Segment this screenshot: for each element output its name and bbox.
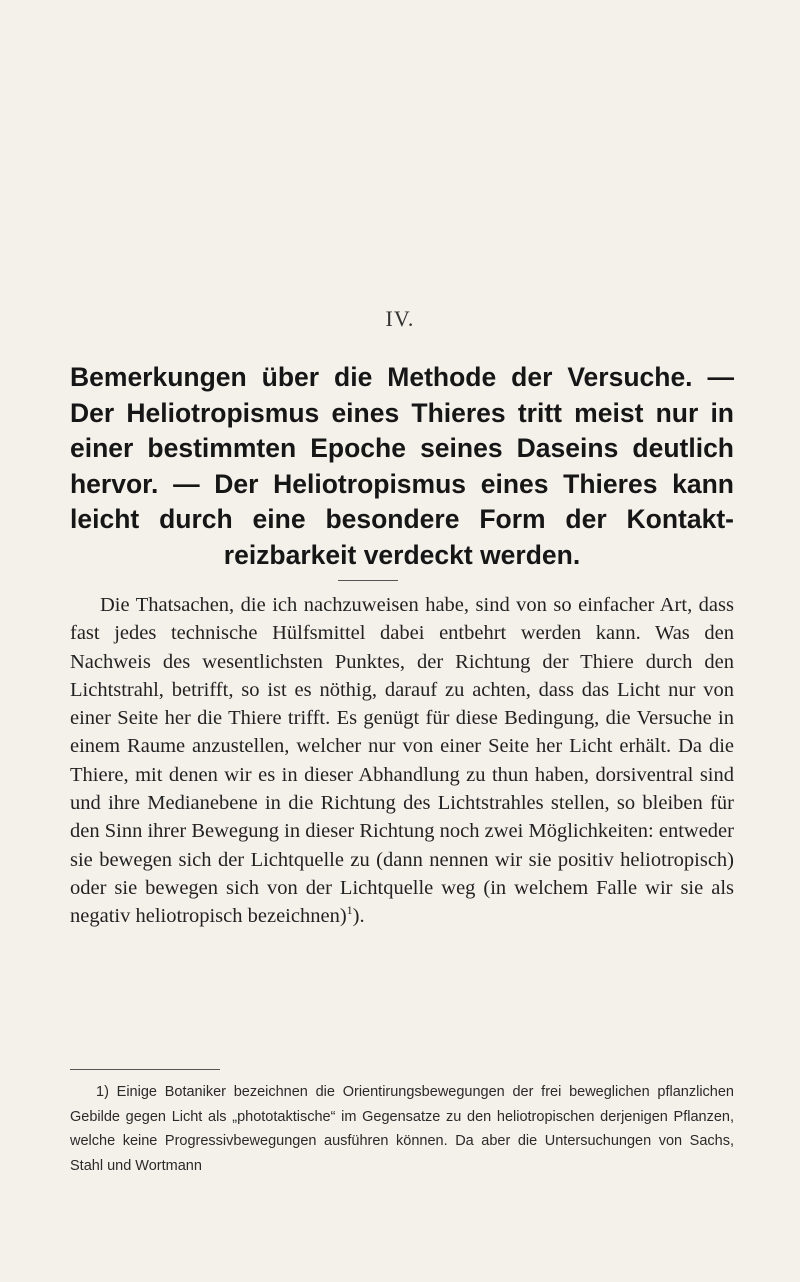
- footnote-divider: [70, 1069, 220, 1070]
- chapter-number: IV.: [385, 306, 415, 331]
- chapter-heading: Bemerkungen über die Methode der Versuche. — Der Heliotropismus eines Thieres tritt meist nur in einer bestimmten Epoche seines Daseins deutlich hervor. — Der Heliotropismus eines Thieres kann leicht durch eine besondere Form der Kontakt- reizbarkeit verdeckt werden.: [70, 362, 734, 570]
- body-paragraph: [70, 591, 734, 931]
- section-divider: [338, 580, 398, 581]
- footnote-text: Einige Botaniker bezeichnen die Orientirungsbewegungen der frei beweglichen pflanzlichen Gebilde gegen Licht als „phototaktische“ im Gegensatze zu den heliotropischen derjenigen Pflanzen, welche keine Progressivbewegungen ausführen können. Da aber die Untersuchungen von Sachs, Stahl und Wortmann: [70, 1084, 734, 1174]
- body-paragraph-end: ).: [352, 905, 365, 928]
- footnote: [70, 1080, 734, 1178]
- body-paragraph-text: Die Thatsachen, die ich nachzuweisen habe, sind von so einfacher Art, dass fast jedes technische Hülfsmittel dabei entbehrt werden kann. Was den Nachweis des wesentlichsten Punktes, der Richtung der Thiere durch den Lichtstrahl, betrifft, so ist es nöthig, darauf zu achten, dass das Licht nur von einer Seite her die Thiere trifft. Es genügt für diese Bedingung, die Versuche in einem Raume anzustellen, welcher nur von einer Seite her Licht erhält. Da die Thiere, mit denen wir es in dieser Abhandlung zu thun haben, dorsiventral sind und ihre Medianebene in die Richtung des Lichtstrahles stellen, so bleiben für den Sinn ihrer Bewegung in dieser Richtung noch zwei Möglichkeiten: entweder sie bewegen sich der Lichtquelle zu (dann nennen wir sie positiv heliotropisch) oder sie bewegen sich von der Lichtquelle weg (in welchem Falle wir sie als negativ heliotropisch bezeichnen): [70, 594, 734, 928]
- footnote-reference: 1: [346, 903, 353, 918]
- footnote-marker: 1): [96, 1084, 109, 1100]
